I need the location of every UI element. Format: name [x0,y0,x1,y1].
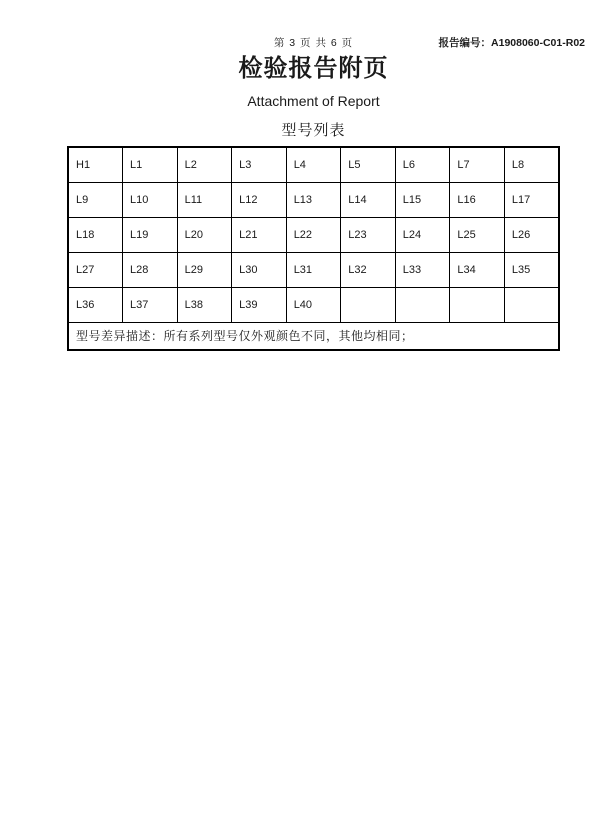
report-number-value: A1908060-C01-R02 [491,37,585,49]
model-cell: L22 [286,217,341,252]
model-table-note-row [68,322,559,350]
model-cell: L29 [177,252,232,287]
model-cell: L30 [232,252,287,287]
model-cell: L5 [341,147,396,182]
model-cell: L4 [286,147,341,182]
model-cell: L38 [177,287,232,322]
model-cell: L24 [395,217,450,252]
model-cell: L8 [504,147,559,182]
model-row [68,182,559,217]
model-cell: L34 [450,252,505,287]
model-cell: L21 [232,217,287,252]
model-cell: L27 [68,252,123,287]
model-cell: L31 [286,252,341,287]
model-cell [341,287,396,322]
model-cell: L26 [504,217,559,252]
page-title: 检验报告附页 [238,55,389,82]
model-cell: L11 [177,182,232,217]
model-cell: L6 [395,147,450,182]
model-cell: L1 [123,147,178,182]
model-cell: L18 [68,217,123,252]
model-cell [504,287,559,322]
model-cell: L12 [232,182,287,217]
model-table [67,146,560,351]
model-table-body [68,147,559,322]
page-number: 第 3 页 共 6 页 [273,37,354,49]
model-cell: L2 [177,147,232,182]
report-number-label: 报告编号： [438,37,492,49]
model-row [68,217,559,252]
model-cell: L40 [286,287,341,322]
model-cell: L37 [123,287,178,322]
model-cell: L25 [450,217,505,252]
model-cell: L16 [450,182,505,217]
model-cell: L33 [395,252,450,287]
model-cell: L32 [341,252,396,287]
model-cell: L28 [123,252,178,287]
section-title-model-list: 型号列表 [281,122,346,139]
page-title-english: Attachment of Report [247,93,380,109]
model-cell: L14 [341,182,396,217]
model-cell: L13 [286,182,341,217]
model-cell [450,287,505,322]
model-cell: L7 [450,147,505,182]
model-row [68,147,559,182]
model-cell: H1 [68,147,123,182]
model-cell: L36 [68,287,123,322]
note-row [68,322,559,350]
model-row [68,252,559,287]
model-difference-note: 型号差异描述：所有系列型号仅外观颜色不同，其他均相同； [68,322,559,350]
model-cell: L35 [504,252,559,287]
model-cell [395,287,450,322]
model-cell: L23 [341,217,396,252]
model-cell: L17 [504,182,559,217]
model-cell: L19 [123,217,178,252]
page-content [67,0,560,351]
model-cell: L15 [395,182,450,217]
model-cell: L10 [123,182,178,217]
model-row [68,287,559,322]
model-cell: L3 [232,147,287,182]
model-cell: L9 [68,182,123,217]
model-cell: L20 [177,217,232,252]
model-cell: L39 [232,287,287,322]
